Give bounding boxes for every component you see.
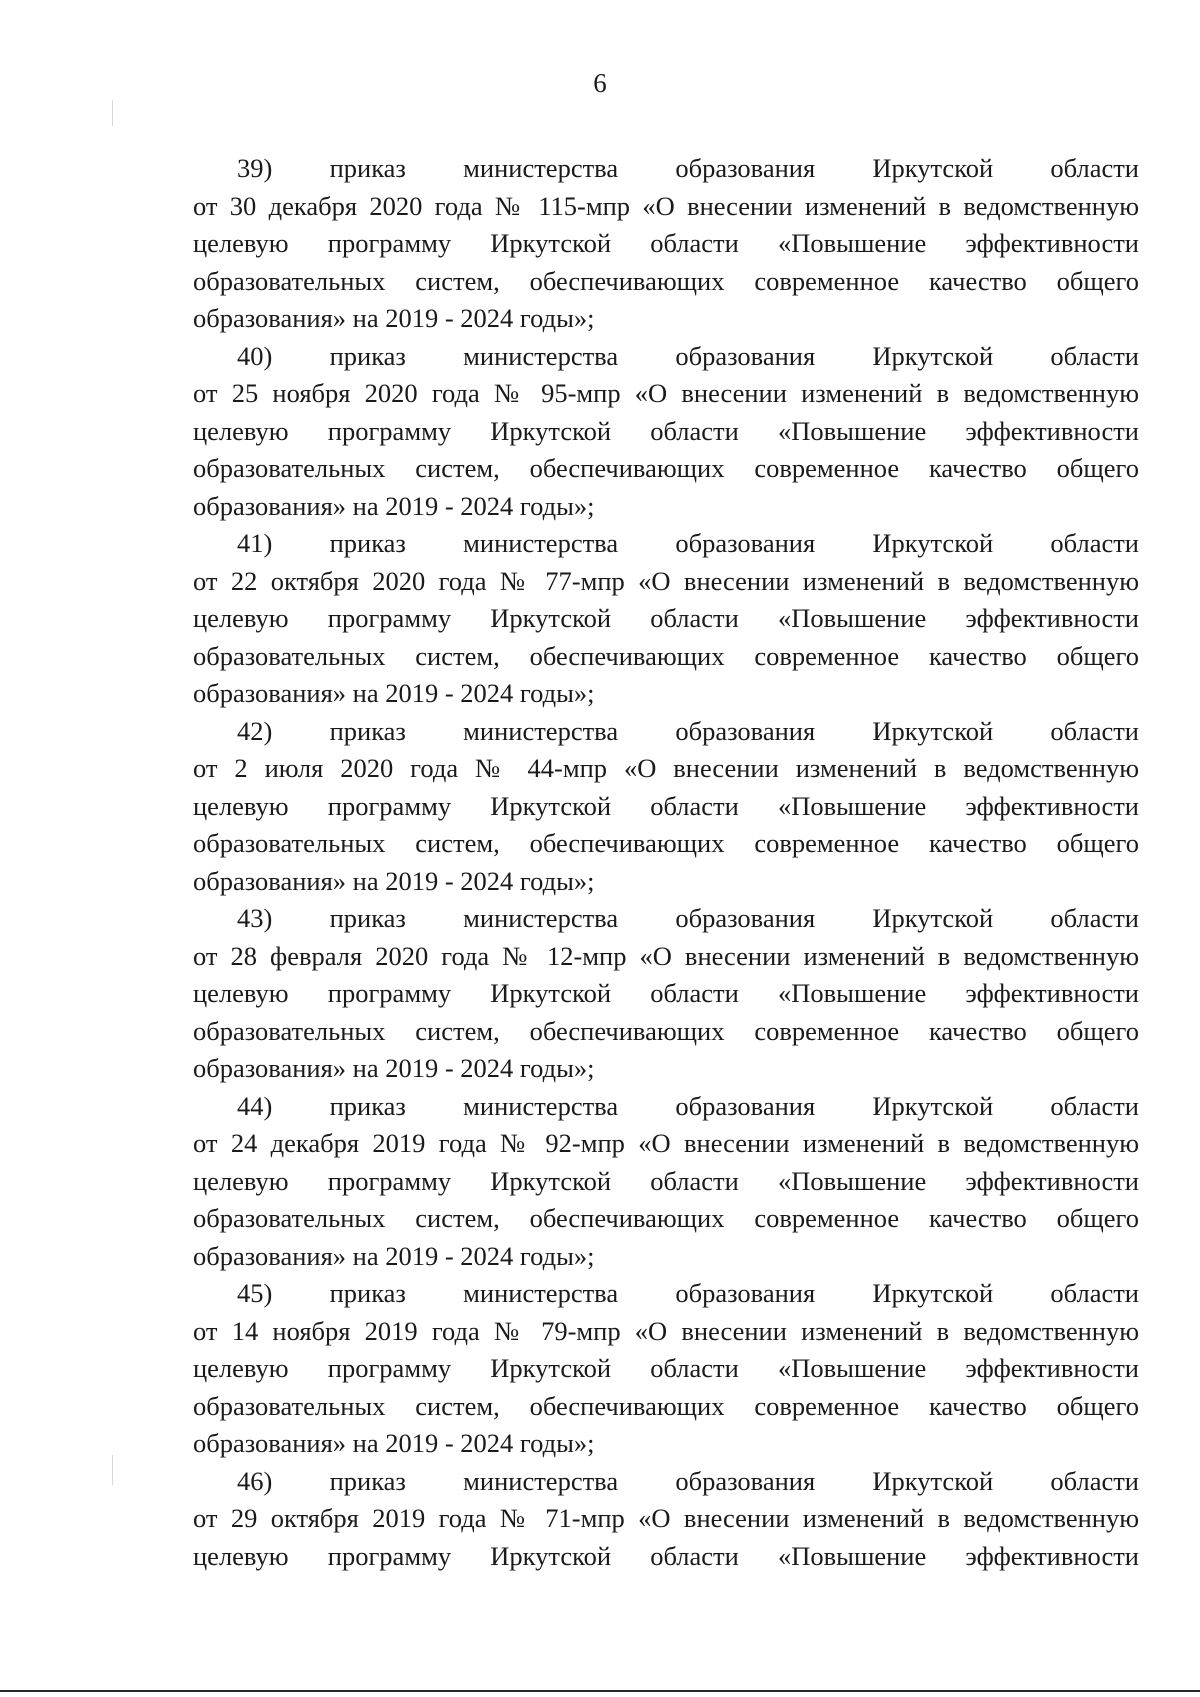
list-item-44 [193,1088,1139,1276]
text-line: 45) приказ министерства образования Иркутской области [237,1278,1139,1308]
text-line: образовательных систем, обеспечивающих современное качество общего [193,453,1139,483]
text-line: образования» на 2019 - 2024 годы»; [193,1053,595,1083]
text-line: от 28 февраля 2020 года № 12-мпр «О внесении изменений в ведомственную [193,940,1139,971]
list-item-42 [193,713,1139,901]
scan-mark [112,100,113,126]
text-line: целевую программу Иркутской области «Повышение эффективности [193,978,1139,1008]
text-line: целевую программу Иркутской области «Повышение эффективности [193,1353,1139,1383]
text-line: 46) приказ министерства образования Иркутской области [237,1465,1139,1496]
list-item-46 [193,1463,1139,1576]
text-line: целевую программу Иркутской области «Повышение эффективности [193,1165,1139,1196]
text-line: образовательных систем, обеспечивающих современное качество общего [193,1015,1139,1046]
text-line: 39) приказ министерства образования Иркутской области [237,153,1139,183]
text-line: образовательных систем, обеспечивающих современное качество общего [193,640,1139,671]
list-item-41 [193,525,1139,713]
text-line: целевую программу Иркутской области «Повышение эффективности [193,790,1139,821]
text-line: 43) приказ министерства образования Иркутской области [237,903,1139,933]
scan-edge-line [0,1690,1200,1692]
text-line: образования» на 2019 - 2024 годы»; [193,678,595,708]
text-line: 41) приказ министерства образования Иркутской области [237,528,1139,558]
text-line: от 30 декабря 2020 года № 115-мпр «О внесении изменений в ведомственную [193,190,1139,221]
text-line: целевую программу Иркутской области «Повышение эффективности [193,603,1139,633]
text-line: от 22 октября 2020 года № 77-мпр «О внесении изменений в ведомственную [193,565,1139,596]
text-line: образования» на 2019 - 2024 годы»; [193,1428,595,1458]
text-line: образования» на 2019 - 2024 годы»; [193,303,595,333]
scan-mark [112,1455,113,1485]
text-line: образования» на 2019 - 2024 годы»; [193,865,595,896]
text-line: целевую программу Иркутской области «Повышение эффективности [193,1540,1139,1571]
text-line: целевую программу Иркутской области «Повышение эффективности [193,228,1139,258]
text-line: целевую программу Иркутской области «Повышение эффективности [193,415,1139,446]
text-line: от 24 декабря 2019 года № 92-мпр «О внесении изменений в ведомственную [193,1128,1139,1158]
text-line: от 29 октября 2019 года № 71-мпр «О внесении изменений в ведомственную [193,1503,1139,1533]
list-item-40 [193,338,1139,526]
list-item-45 [193,1275,1139,1463]
page-number: 6 [593,68,607,98]
text-line: образовательных систем, обеспечивающих современное качество общего [193,1390,1139,1421]
text-line: 44) приказ министерства образования Иркутской области [237,1090,1139,1121]
text-line: 42) приказ министерства образования Иркутской области [237,715,1139,746]
text-line: образовательных систем, обеспечивающих современное качество общего [193,1203,1139,1233]
text-line: образования» на 2019 - 2024 годы»; [193,490,595,521]
text-line: 40) приказ министерства образования Иркутской области [237,340,1139,371]
text-line: образовательных систем, обеспечивающих современное качество общего [193,828,1139,858]
text-line: образования» на 2019 - 2024 годы»; [193,1240,595,1271]
text-line: от 2 июля 2020 года № 44-мпр «О внесении изменений в ведомственную [193,753,1139,783]
list-item-39 [193,150,1139,338]
text-line: от 25 ноября 2020 года № 95-мпр «О внесении изменений в ведомственную [193,378,1139,408]
text-line: образовательных систем, обеспечивающих современное качество общего [193,265,1139,296]
list-item-43 [193,900,1139,1088]
document-body [193,150,1139,1575]
text-line: от 14 ноября 2019 года № 79-мпр «О внесении изменений в ведомственную [193,1315,1139,1346]
